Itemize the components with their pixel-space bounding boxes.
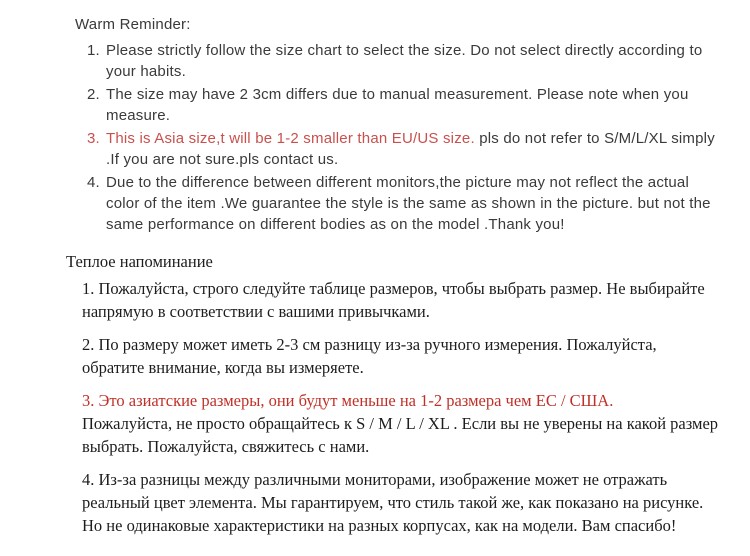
russian-paragraph-3-red-text: 3. Это азиатские размеры, они будут меньше на 1-2 размера чем ЕС / США. <box>82 391 614 410</box>
english-item-1 <box>87 40 715 82</box>
english-reminder-title: Warm Reminder: <box>75 16 191 33</box>
english-item-4-number: 4. <box>87 174 100 191</box>
russian-paragraph-2 <box>82 333 721 389</box>
english-item-2-text: The size may have 2 3cm differs due to manual measurement. Please note when you measure. <box>106 86 689 124</box>
russian-paragraph-1-text: 1. Пожалуйста, строго следуйте таблице размеров, чтобы выбрать размер. Не выбирайте напрямую в соответствии с вашими привычками. <box>82 279 705 321</box>
russian-paragraph-2-text: 2. По размеру может иметь 2-3 см разницу из-за ручного измерения. Пожалуйста, обратите внимание, когда вы измеряете. <box>82 335 657 377</box>
english-reminder-section <box>75 14 715 237</box>
english-item-1-text: Please strictly follow the size chart to select the size. Do not select directly according to your habits. <box>106 42 703 80</box>
russian-paragraph-4 <box>82 468 721 537</box>
english-item-4-text: Due to the difference between different monitors,the picture may not reflect the actual color of the item .We guarantee the style is the same as shown in the picture. but not the same performance on different bodies as on the model .Thank you! <box>106 174 711 233</box>
english-item-1-number: 1. <box>87 42 100 59</box>
russian-paragraph-1 <box>82 277 721 333</box>
english-item-3 <box>87 128 715 170</box>
english-item-2 <box>87 84 715 126</box>
english-item-3-black-text: pls do not refer to S/M/L/XL simply .If you are not sure.pls contact us. <box>106 130 715 168</box>
english-item-4 <box>87 172 715 235</box>
russian-reminder-title: Теплое напоминание <box>66 252 213 271</box>
russian-reminder-section <box>66 250 721 537</box>
english-item-3-red-text: This is Asia size,t will be 1-2 smaller than EU/US size. <box>106 130 475 147</box>
english-reminder-list <box>87 40 715 235</box>
english-item-2-number: 2. <box>87 86 100 103</box>
english-item-3-number: 3. <box>87 130 100 147</box>
russian-paragraph-3 <box>82 389 721 468</box>
russian-paragraph-3-black-text: Пожалуйста, не просто обращайтесь к S / M / L / XL . Если вы не уверены на какой размер выбрать. Пожалуйста, свяжитесь с нами. <box>82 414 719 456</box>
russian-paragraph-4-text: 4. Из-за разницы между различными мониторами, изображение может не отражать реальный цвет элемента. Мы гарантируем, что стиль такой же, как показано на рисунке. Но не одинаковые характеристики на разных корпусах, как на модели. Вам спасибо! <box>82 470 704 535</box>
